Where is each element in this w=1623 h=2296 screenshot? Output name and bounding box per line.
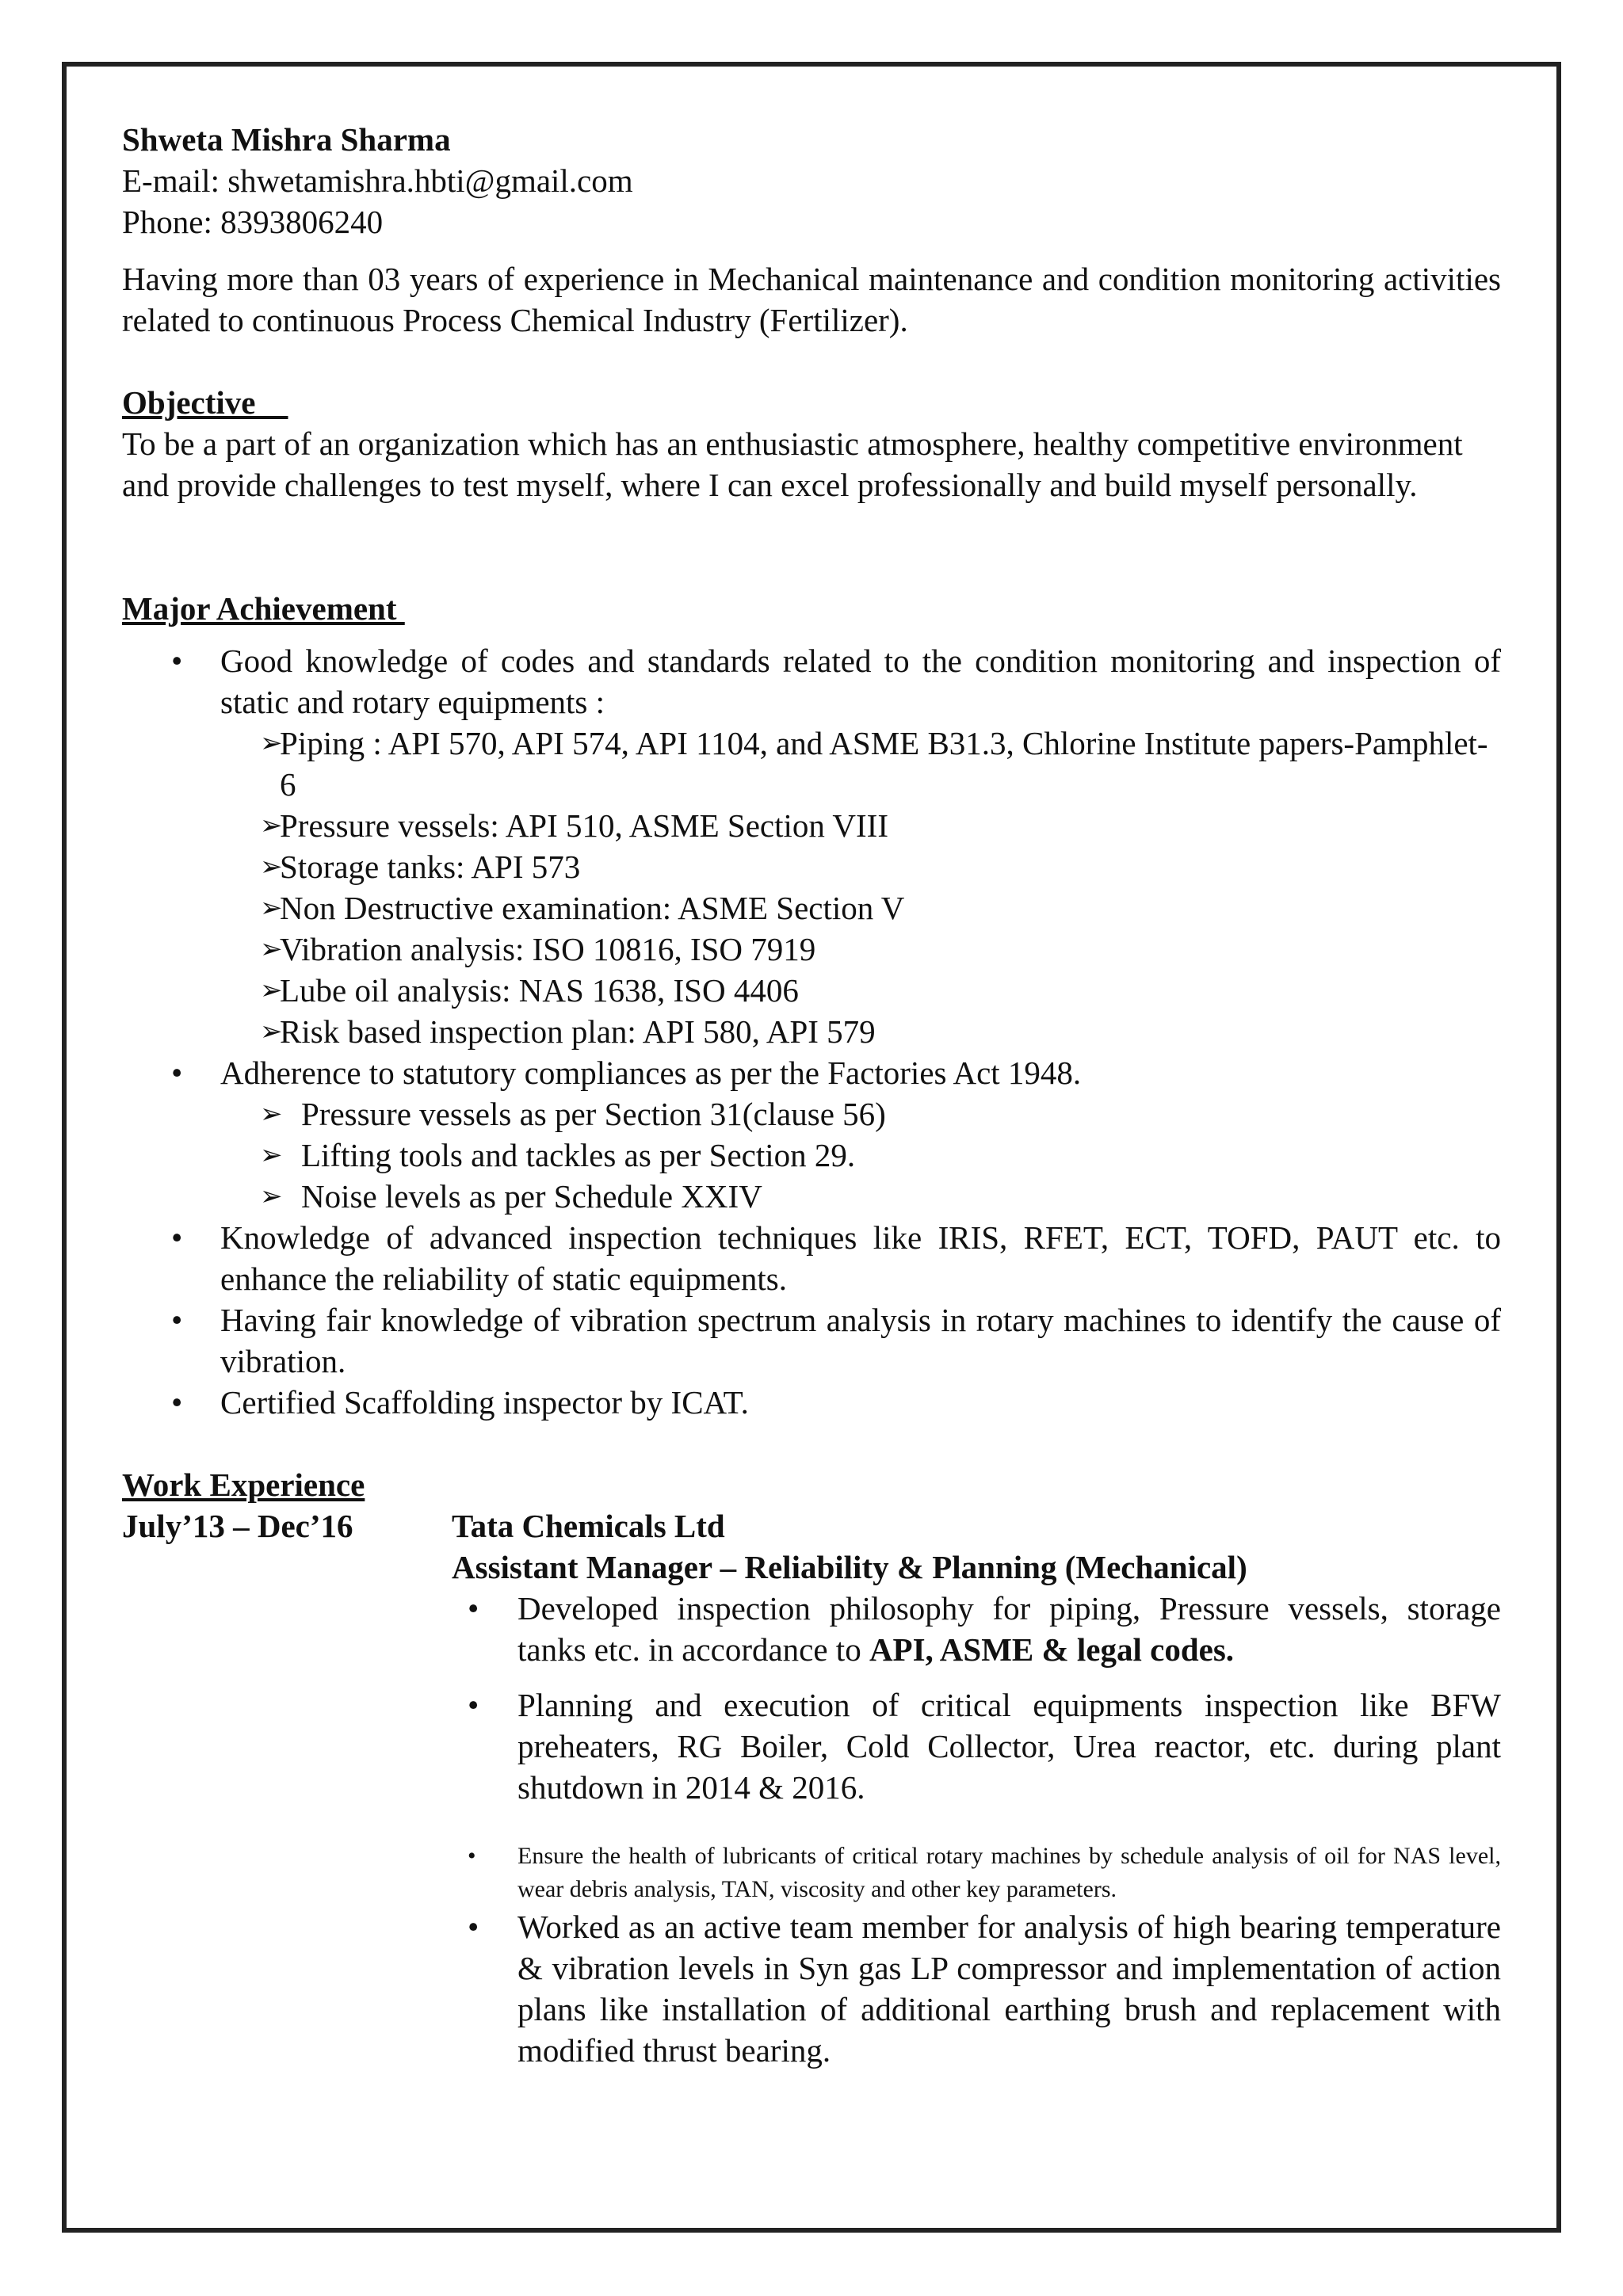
bullet-icon: • (468, 1687, 479, 1723)
job-entry (122, 1505, 1501, 2071)
achievement-text: Having fair knowledge of vibration spectrum analysis in rotary machines to identify the cause of vibration. (220, 1302, 1501, 1379)
objective-heading: Objective (122, 384, 288, 421)
arrow-icon: ➢ (260, 1098, 283, 1130)
compliance-sublist (220, 1093, 1501, 1217)
sub-item-text: Noise levels as per Schedule XXIV (301, 1178, 762, 1215)
bullet-icon: • (468, 1590, 479, 1627)
achievement-text: Adherence to statutory compliances as per the Factories Act 1948. (220, 1055, 1082, 1091)
sub-item (220, 1135, 1501, 1176)
sub-item-text: Vibration analysis: ISO 10816, ISO 7919 (280, 931, 816, 967)
sub-item-text: Pressure vessels as per Section 31(clause 56) (301, 1096, 886, 1132)
sub-item (220, 970, 1501, 1011)
achievement-text: Knowledge of advanced inspection techniques like IRIS, RFET, ECT, TOFD, PAUT etc. to enhance the reliability of static equipments. (220, 1219, 1501, 1297)
sub-item-text: Pressure vessels: API 510, ASME Section VIII (280, 807, 888, 844)
sub-item (220, 723, 1501, 805)
responsibility-item (452, 1684, 1501, 1808)
sub-item (220, 1011, 1501, 1052)
achievement-list (122, 640, 1501, 1423)
sub-item (220, 887, 1501, 929)
responsibility-item (452, 1588, 1501, 1670)
responsibility-text: Worked as an active team member for analysis of high bearing temperature & vibration levels in Syn gas LP compressor and implementation of action plans like installation of additional earthing brush and replacement with modified thrust bearing. (517, 1909, 1501, 2069)
sub-item (220, 929, 1501, 970)
sub-item-text: Piping : API 570, API 574, API 1104, and ASME B31.3, Chlorine Institute papers-Pamphlet-6 (280, 725, 1488, 803)
phone-line: Phone: 8393806240 (122, 204, 384, 240)
job-company: Tata Chemicals Ltd (452, 1508, 725, 1544)
achievement-heading: Major Achievement (122, 590, 405, 627)
responsibility-item (452, 1840, 1501, 1906)
responsibility-text: Ensure the health of lubricants of critical rotary machines by schedule analysis of oil for NAS level, wear debris analysis, TAN, viscosity and other key parameters. (517, 1843, 1501, 1902)
arrow-icon: ➢ (260, 810, 283, 841)
arrow-icon: ➢ (260, 851, 283, 883)
job-role: Assistant Manager – Reliability & Planning (Mechanical) (452, 1549, 1247, 1585)
achievement-item (122, 1299, 1501, 1382)
sub-item-text: Lifting tools and tackles as per Section 29. (301, 1137, 856, 1173)
arrow-icon: ➢ (260, 892, 283, 924)
email-line: E-mail: shwetamishra.hbti@gmail.com (122, 162, 633, 199)
objective-text: To be a part of an organization which has an enthusiastic atmosphere, healthy competitive environment and provide challenges to test myself, where I can excel professionally and build myself personally. (122, 425, 1463, 503)
arrow-icon: ➢ (260, 1180, 283, 1212)
bullet-icon: • (171, 1384, 183, 1421)
achievement-text: Good knowledge of codes and standards related to the condition monitoring and inspection of static and rotary equipments : (220, 643, 1501, 720)
summary-paragraph: Having more than 03 years of experience in Mechanical maintenance and condition monitoring activities related to continuous Process Chemical Industry (Fertilizer). (122, 261, 1501, 338)
achievement-item (122, 640, 1501, 1052)
sub-item (220, 1093, 1501, 1135)
candidate-name: Shweta Mishra Sharma (122, 121, 451, 158)
standards-sublist (220, 723, 1501, 1052)
responsibility-text: Developed inspection philosophy for piping, Pressure vessels, storage tanks etc. in accordance to (517, 1590, 1501, 1668)
responsibility-text: Planning and execution of critical equipments inspection like BFW preheaters, RG Boiler, Cold Collector, Urea reactor, etc. during plant shutdown in 2014 & 2016. (517, 1687, 1501, 1806)
bullet-icon: • (468, 1909, 479, 1945)
responsibility-item (452, 1906, 1501, 2071)
achievement-text: Certified Scaffolding inspector by ICAT. (220, 1384, 749, 1421)
sub-item (220, 805, 1501, 846)
sub-item (220, 846, 1501, 887)
job-responsibilities (452, 1588, 1501, 2071)
arrow-icon: ➢ (260, 1139, 283, 1171)
resume-page (122, 119, 1501, 2071)
bullet-icon: • (171, 1302, 183, 1338)
arrow-icon: ➢ (260, 1016, 283, 1047)
sub-item (220, 1176, 1501, 1217)
work-experience-heading: Work Experience (122, 1466, 365, 1503)
sub-item-text: Lube oil analysis: NAS 1638, ISO 4406 (280, 972, 799, 1009)
bullet-icon: • (468, 1843, 476, 1869)
arrow-icon: ➢ (260, 974, 283, 1006)
arrow-icon: ➢ (260, 933, 283, 965)
bullet-icon: • (171, 1055, 183, 1091)
job-dates: July’13 – Dec’16 (122, 1508, 353, 1544)
responsibility-bold-text: API, ASME & legal codes. (869, 1631, 1235, 1668)
bullet-icon: • (171, 1219, 183, 1256)
sub-item-text: Risk based inspection plan: API 580, API 579 (280, 1013, 876, 1050)
achievement-item (122, 1217, 1501, 1299)
achievement-item (122, 1052, 1501, 1217)
sub-item-text: Non Destructive examination: ASME Section V (280, 890, 905, 926)
bullet-icon: • (171, 643, 183, 679)
achievement-item (122, 1382, 1501, 1423)
sub-item-text: Storage tanks: API 573 (280, 849, 581, 885)
job-details (452, 1505, 1501, 2071)
arrow-icon: ➢ (260, 727, 283, 759)
